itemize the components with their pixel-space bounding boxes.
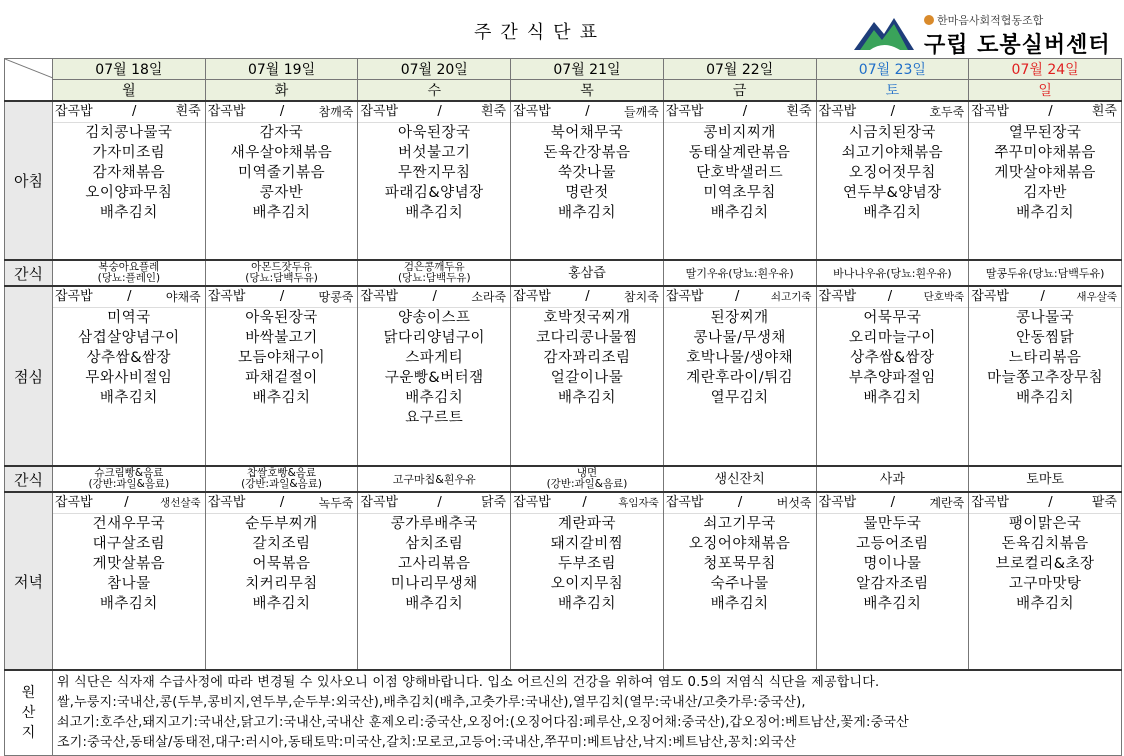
- dinner-rice-porridge: [511, 493, 663, 514]
- rice-label: 잡곡밥: [818, 495, 857, 510]
- snack-afternoon-text: [206, 468, 358, 490]
- weekday-header: 토: [816, 80, 969, 102]
- breakfast-item: 가자미조림: [92, 145, 166, 161]
- snack-afternoon-line: 냉면: [576, 467, 598, 479]
- date-header: 07월 23일: [816, 59, 969, 80]
- separator: /: [127, 289, 132, 304]
- rice-label: 잡곡밥: [971, 104, 1009, 119]
- weekday-header: 금: [663, 80, 816, 102]
- porridge-label: 소라죽: [471, 290, 507, 304]
- rice-label: 잡곡밥: [513, 289, 551, 304]
- separator: /: [279, 289, 285, 304]
- breakfast-item: 콩자반: [259, 185, 304, 201]
- snack-morning-line: 홍삼즙: [568, 265, 606, 281]
- dinner-cell: [969, 492, 1122, 670]
- lunch-item: 상추쌈&쌈장: [86, 350, 172, 366]
- lunch-cell: [663, 286, 816, 466]
- lunch-item: 스파게티: [405, 350, 464, 366]
- breakfast-item: 콩비지찌개: [703, 125, 776, 141]
- snack-afternoon-cell: [969, 466, 1122, 492]
- date-header: 07월 20일: [358, 59, 511, 80]
- breakfast-rice-porridge: [817, 102, 969, 123]
- snack-morning-line: 복숭아요플레: [98, 261, 160, 273]
- origin-line: 위 식단은 식자재 수급사정에 따라 변경될 수 있사오니 이점 양해바랍니다. 입소 어르신의 건강을 위하여 염도 0.5의 저염식 식단을 제공합니다.: [57, 675, 880, 690]
- lunch-cell: [53, 286, 206, 466]
- porridge-label: 팥죽: [1091, 495, 1117, 510]
- porridge-label: 흰죽: [1091, 104, 1117, 119]
- dinner-item: 오징어야채볶음: [688, 536, 791, 552]
- breakfast-cell: [205, 101, 358, 260]
- porridge-label: 참깨죽: [318, 105, 354, 119]
- weekday-header: 일: [969, 80, 1122, 102]
- snack-afternoon-line: (강반:과일&음료): [241, 478, 322, 490]
- breakfast-item: 돈육간장볶음: [543, 145, 631, 161]
- breakfast-item: 배추김치: [405, 205, 464, 221]
- dinner-item: 대구살조림: [92, 536, 166, 552]
- rice-label: 잡곡밥: [360, 495, 399, 510]
- dinner-item: 치커리무침: [245, 576, 318, 592]
- rice-label: 잡곡밥: [55, 104, 93, 119]
- dinner-cell: [53, 492, 206, 670]
- snack-morning-line: (당뇨:담백두유): [245, 272, 318, 284]
- dinner-rice-porridge: [817, 493, 969, 514]
- dinner-item: 명이나물: [863, 556, 922, 572]
- origin-label-char: 지: [21, 725, 36, 741]
- porridge-label: 호두죽: [929, 105, 965, 119]
- snack-afternoon-cell: [816, 466, 969, 492]
- breakfast-cell: [53, 101, 206, 260]
- lunch-item: 아욱된장국: [245, 310, 318, 326]
- breakfast-item: 명란젓: [565, 185, 609, 201]
- rice-label: 잡곡밥: [207, 104, 246, 119]
- rice-label: 잡곡밥: [513, 104, 551, 119]
- dinner-item: 콩가루배추국: [390, 516, 478, 532]
- breakfast-item: 무짠지무침: [397, 165, 471, 181]
- lunch-item: 코다리콩나물찜: [536, 330, 638, 346]
- lunch-label: 점심: [5, 286, 53, 466]
- dinner-item: 브로컬리&초장: [995, 556, 1095, 572]
- snack-morning-text: [358, 262, 510, 284]
- snack-afternoon-label: 간식: [5, 466, 53, 492]
- breakfast-item: 김치콩나물국: [85, 125, 173, 141]
- porridge-label: 참치죽: [624, 290, 659, 304]
- corner-cell: [5, 59, 53, 102]
- breakfast-item: 쑥갓나물: [557, 165, 616, 181]
- lunch-item: 열무김치: [710, 390, 769, 406]
- lunch-item: 삼겹살양념구이: [78, 330, 180, 346]
- snack-afternoon-cell: [53, 466, 206, 492]
- porridge-label: 계란죽: [929, 496, 965, 510]
- rice-label: 잡곡밥: [55, 495, 93, 510]
- snack-morning-cell: [969, 260, 1122, 286]
- snack-afternoon-cell: [663, 466, 816, 492]
- dinner-rice-porridge: [53, 493, 205, 514]
- date-header: 07월 21일: [511, 59, 664, 80]
- origin-info: [53, 670, 1122, 756]
- snack-afternoon-text: [817, 471, 969, 487]
- breakfast-item: 감자국: [259, 125, 304, 141]
- lunch-rice-porridge: [969, 287, 1121, 308]
- separator: /: [1048, 495, 1053, 510]
- lunch-item: 무와사비절임: [85, 370, 173, 386]
- lunch-item: 콩나물국: [1016, 310, 1075, 326]
- lunch-rice-porridge: [206, 287, 358, 308]
- breakfast-item: 시금치된장국: [848, 125, 936, 141]
- separator: /: [890, 104, 896, 119]
- breakfast-cell: [511, 101, 664, 260]
- origin-label: [5, 670, 53, 756]
- breakfast-item: 게맛살야채볶음: [994, 165, 1096, 181]
- dinner-item: 배추김치: [710, 596, 769, 612]
- date-header: 07월 24일: [969, 59, 1122, 80]
- breakfast-item: 단호박샐러드: [696, 165, 784, 181]
- rice-label: 잡곡밥: [665, 104, 704, 119]
- dinner-item: 배추김치: [405, 596, 464, 612]
- dinner-item: 배추김치: [99, 596, 158, 612]
- lunch-cell: [205, 286, 358, 466]
- breakfast-item: 배추김치: [710, 205, 769, 221]
- porridge-label: 땅콩죽: [318, 290, 354, 304]
- breakfast-label: 아침: [5, 101, 53, 260]
- lunch-item: 오리마늘구이: [848, 330, 936, 346]
- porridge-label: 흰죽: [480, 104, 507, 119]
- breakfast-cell: [663, 101, 816, 260]
- weekday-header: 화: [205, 80, 358, 102]
- dinner-item: 미나리무생채: [390, 576, 478, 592]
- lunch-item: 미역국: [107, 310, 151, 326]
- breakfast-cell: [358, 101, 511, 260]
- breakfast-item: 배추김치: [99, 205, 158, 221]
- rice-label: 잡곡밥: [971, 289, 1009, 304]
- dinner-cell: [205, 492, 358, 670]
- dinner-item: 오이지무침: [550, 576, 624, 592]
- porridge-label: 버섯죽: [776, 496, 812, 510]
- org-dot-icon: [924, 15, 934, 25]
- center-name: 구립 도봉실버센터: [924, 33, 1111, 58]
- snack-afternoon-cell: [358, 466, 511, 492]
- dinner-item: 팽이맑은국: [1008, 516, 1082, 532]
- dinner-rice-porridge: [664, 493, 816, 514]
- separator: /: [279, 495, 285, 510]
- snack-afternoon-line: (강반:과일&음료): [88, 478, 170, 490]
- breakfast-item: 오이양파무침: [85, 185, 173, 201]
- lunch-item: 계란후라이/튀김: [686, 370, 794, 386]
- lunch-item: 호박젓국찌개: [543, 310, 631, 326]
- snack-morning-cell: [816, 260, 969, 286]
- porridge-label: 들깨죽: [624, 105, 659, 119]
- breakfast-item: 배추김치: [1016, 205, 1075, 221]
- breakfast-rice-porridge: [664, 102, 816, 123]
- dinner-item: 청포묵무침: [703, 556, 776, 572]
- breakfast-item: 미역줄기볶음: [238, 165, 326, 181]
- lunch-item: 콩나물/무생채: [693, 330, 786, 346]
- porridge-label: 흰죽: [175, 104, 201, 119]
- breakfast-item: 열무된장국: [1008, 125, 1082, 141]
- origin-label-char: 원: [21, 685, 36, 701]
- separator: /: [585, 104, 590, 119]
- dinner-label: 저녁: [5, 492, 53, 670]
- breakfast-item: 배추김치: [863, 205, 922, 221]
- dinner-rice-porridge: [206, 493, 358, 514]
- breakfast-rice-porridge: [969, 102, 1121, 123]
- dinner-item: 배추김치: [1016, 596, 1075, 612]
- weekday-header: 목: [511, 80, 664, 102]
- origin-line: 쌀,누룽지:국내산,콩(두부,콩비지,연두부,순두부:외국산),배추김치(배추,고춧가루:국내산),열무김치(열무:국내산/고춧가루:중국산),: [57, 695, 806, 710]
- lunch-item: 배추김치: [99, 390, 158, 406]
- rice-label: 잡곡밥: [55, 289, 93, 304]
- date-header: 07월 18일: [53, 59, 206, 80]
- breakfast-item: 배추김치: [557, 205, 616, 221]
- snack-afternoon-text: [664, 471, 816, 487]
- breakfast-rice-porridge: [358, 102, 510, 123]
- lunch-item: 마늘쫑고추장무침: [987, 370, 1104, 386]
- lunch-rice-porridge: [664, 287, 816, 308]
- porridge-label: 쇠고기죽: [770, 291, 812, 303]
- snack-morning-cell: [358, 260, 511, 286]
- separator: /: [887, 289, 893, 304]
- dinner-item: 게맛살볶음: [92, 556, 166, 572]
- snack-morning-text: [664, 268, 816, 279]
- snack-afternoon-line: 생신잔치: [714, 471, 765, 487]
- snack-afternoon-text: [511, 468, 663, 490]
- snack-morning-cell: [663, 260, 816, 286]
- separator: /: [279, 104, 285, 119]
- porridge-label: 닭죽: [480, 495, 507, 510]
- separator: /: [124, 495, 129, 510]
- snack-morning-label: 간식: [5, 260, 53, 286]
- snack-morning-cell: [205, 260, 358, 286]
- lunch-cell: [511, 286, 664, 466]
- lunch-item: 어묵무국: [863, 310, 922, 326]
- dinner-item: 배추김치: [557, 596, 616, 612]
- dinner-item: 건새우무국: [92, 516, 166, 532]
- rice-label: 잡곡밥: [971, 495, 1009, 510]
- dinner-item: 두부조림: [557, 556, 616, 572]
- dinner-rice-porridge: [358, 493, 510, 514]
- snack-morning-text: [53, 262, 205, 284]
- snack-morning-text: [969, 268, 1121, 279]
- snack-afternoon-line: (강반:과일&음료): [546, 478, 628, 490]
- porridge-label: 생선살죽: [160, 497, 201, 509]
- separator: /: [735, 289, 740, 304]
- rice-label: 잡곡밥: [665, 495, 704, 510]
- breakfast-cell: [816, 101, 969, 260]
- snack-morning-line: 아몬드잣두유: [251, 261, 312, 273]
- separator: /: [1048, 104, 1053, 119]
- dinner-cell: [358, 492, 511, 670]
- lunch-item: 감자꽈리조림: [543, 350, 631, 366]
- separator: /: [432, 289, 437, 304]
- snack-morning-line: 바나나우유(당뇨:흰우유): [833, 266, 952, 280]
- breakfast-item: 버섯불고기: [397, 145, 471, 161]
- porridge-label: 흰죽: [786, 104, 812, 119]
- breakfast-item: 북어채무국: [550, 125, 624, 141]
- snack-afternoon-cell: [205, 466, 358, 492]
- origin-line: 쇠고기:호주산,돼지고기:국내산,닭고기:국내산,국내산 훈제오리:중국산,오징어:(오징어다짐:페루산,오징어채:중국산),갑오징어:베트남산,꽃게:중국산: [57, 715, 909, 730]
- snack-afternoon-line: 고구마칩&흰우유: [392, 472, 476, 486]
- lunch-item: 모듬야채구이: [238, 350, 326, 366]
- origin-label-char: 산: [21, 705, 36, 721]
- rice-label: 잡곡밥: [207, 289, 246, 304]
- snack-morning-line: (당뇨:담백두유): [397, 272, 471, 284]
- mountain-logo-icon: [852, 10, 916, 54]
- lunch-item: 느타리볶음: [1008, 350, 1082, 366]
- lunch-item: 배추김치: [557, 390, 616, 406]
- breakfast-rice-porridge: [511, 102, 663, 123]
- dinner-cell: [511, 492, 664, 670]
- porridge-label: 야채죽: [165, 290, 201, 304]
- separator: /: [737, 495, 743, 510]
- rice-label: 잡곡밥: [207, 495, 246, 510]
- rice-label: 잡곡밥: [360, 104, 399, 119]
- weekday-header: 월: [53, 80, 206, 102]
- dinner-item: 고사리볶음: [397, 556, 471, 572]
- diagonal-line: [5, 59, 53, 97]
- lunch-rice-porridge: [53, 287, 205, 308]
- dinner-rice-porridge: [969, 493, 1121, 514]
- snack-afternoon-text: [358, 474, 510, 485]
- weekday-header: 수: [358, 80, 511, 102]
- lunch-item: 파채겉절이: [245, 370, 318, 386]
- dinner-item: 쇠고기무국: [703, 516, 776, 532]
- dinner-item: 배추김치: [252, 596, 311, 612]
- lunch-cell: [816, 286, 969, 466]
- lunch-item: 바싹불고기: [245, 330, 318, 346]
- date-header: 07월 19일: [205, 59, 358, 80]
- lunch-item: 안동찜닭: [1016, 330, 1075, 346]
- lunch-item: 양송이스프: [397, 310, 471, 326]
- rice-label: 잡곡밥: [665, 289, 704, 304]
- porridge-label: 새우살죽: [1076, 291, 1117, 303]
- breakfast-rice-porridge: [53, 102, 205, 123]
- dinner-item: 어묵볶음: [252, 556, 311, 572]
- weekly-menu-table: [4, 58, 1122, 756]
- lunch-item: 호박나물/생야채: [686, 350, 794, 366]
- dinner-item: 돼지갈비찜: [550, 536, 624, 552]
- lunch-rice-porridge: [817, 287, 969, 308]
- dinner-cell: [816, 492, 969, 670]
- lunch-item: 상추쌈&쌈장: [850, 350, 935, 366]
- separator: /: [582, 495, 587, 510]
- lunch-item: 구운빵&버터잼: [384, 370, 484, 386]
- breakfast-item: 연두부&양념장: [842, 185, 942, 201]
- lunch-item: 배추김치: [405, 390, 464, 406]
- snack-afternoon-line: 토마토: [1026, 471, 1064, 487]
- dinner-item: 물만두국: [863, 516, 922, 532]
- lunch-rice-porridge: [358, 287, 510, 308]
- snack-morning-text: [206, 262, 358, 284]
- rice-label: 잡곡밥: [818, 104, 857, 119]
- dinner-item: 배추김치: [863, 596, 922, 612]
- dinner-item: 삼치조림: [405, 536, 464, 552]
- snack-morning-cell: [511, 260, 664, 286]
- dinner-item: 참나물: [107, 576, 151, 592]
- breakfast-item: 동태살계란볶음: [688, 145, 791, 161]
- breakfast-item: 파래김&양념장: [384, 185, 484, 201]
- snack-afternoon-line: 찹쌀호빵&음료: [247, 467, 317, 479]
- breakfast-item: 쇠고기야채볶음: [841, 145, 944, 161]
- breakfast-item: 미역초무침: [703, 185, 776, 201]
- snack-morning-line: (당뇨:플레인): [97, 272, 161, 284]
- dinner-item: 순두부찌개: [245, 516, 318, 532]
- snack-afternoon-line: 사과: [879, 471, 905, 487]
- lunch-item: 닭다리양념구이: [383, 330, 486, 346]
- snack-morning-text: [511, 265, 663, 281]
- date-header: 07월 22일: [663, 59, 816, 80]
- breakfast-item: 오징어젓무침: [848, 165, 936, 181]
- breakfast-cell: [969, 101, 1122, 260]
- separator: /: [131, 104, 137, 119]
- porridge-label: 흑임자죽: [618, 497, 659, 509]
- breakfast-item: 쭈꾸미야채볶음: [994, 145, 1096, 161]
- separator: /: [742, 104, 748, 119]
- separator: /: [437, 104, 442, 119]
- rice-label: 잡곡밥: [818, 289, 857, 304]
- snack-afternoon-line: 슈크림빵&음료: [94, 467, 164, 479]
- dinner-item: 고등어조림: [856, 536, 929, 552]
- lunch-item: 배추김치: [1016, 390, 1075, 406]
- origin-line: 조기:중국산,동태살/동태전,대구:러시아,동태토막:미국산,갈치:모로코,고등어:국내산,쭈꾸미:베트남산,낙지:베트남산,꽁치:외국산: [57, 735, 797, 750]
- separator: /: [585, 289, 590, 304]
- separator: /: [1040, 289, 1045, 304]
- dinner-item: 고구마맛탕: [1008, 576, 1082, 592]
- snack-morning-line: 검은콩깨두유: [403, 261, 465, 273]
- lunch-item: 된장찌개: [710, 310, 769, 326]
- snack-afternoon-cell: [511, 466, 664, 492]
- rice-label: 잡곡밥: [513, 495, 551, 510]
- breakfast-rice-porridge: [206, 102, 358, 123]
- dinner-item: 계란파국: [557, 516, 616, 532]
- separator: /: [890, 495, 896, 510]
- lunch-item: 배추김치: [863, 390, 922, 406]
- lunch-item: 부추양파절임: [848, 370, 936, 386]
- rice-label: 잡곡밥: [360, 289, 399, 304]
- lunch-cell: [969, 286, 1122, 466]
- snack-morning-text: [817, 268, 969, 279]
- lunch-item: 요구르트: [405, 410, 464, 426]
- dinner-item: 알감자조림: [856, 576, 929, 592]
- breakfast-item: 감자채볶음: [92, 165, 166, 181]
- lunch-item: 얼갈이나물: [550, 370, 624, 386]
- dinner-item: 돈육김치볶음: [1001, 536, 1089, 552]
- lunch-item: 배추김치: [252, 390, 311, 406]
- lunch-rice-porridge: [511, 287, 663, 308]
- separator: /: [437, 495, 442, 510]
- porridge-label: 단호박죽: [923, 291, 965, 303]
- snack-afternoon-text: [53, 468, 205, 490]
- snack-afternoon-text: [969, 471, 1121, 487]
- snack-morning-cell: [53, 260, 206, 286]
- dinner-item: 숙주나물: [710, 576, 769, 592]
- snack-morning-line: 딸콩두유(당뇨:담백두유): [985, 266, 1105, 280]
- dinner-item: 갈치조림: [252, 536, 311, 552]
- snack-morning-line: 딸기우유(당뇨:흰우유): [685, 266, 794, 280]
- logo: [852, 8, 1122, 56]
- porridge-label: 녹두죽: [318, 496, 354, 510]
- page-title: 주간식단표: [474, 22, 606, 43]
- breakfast-item: 새우살야채볶음: [230, 145, 333, 161]
- dinner-cell: [663, 492, 816, 670]
- breakfast-item: 김자반: [1023, 185, 1067, 201]
- breakfast-item: 배추김치: [252, 205, 311, 221]
- org-name: 한마음사회적협동조합: [924, 12, 1043, 28]
- breakfast-item: 아욱된장국: [397, 125, 471, 141]
- lunch-cell: [358, 286, 511, 466]
